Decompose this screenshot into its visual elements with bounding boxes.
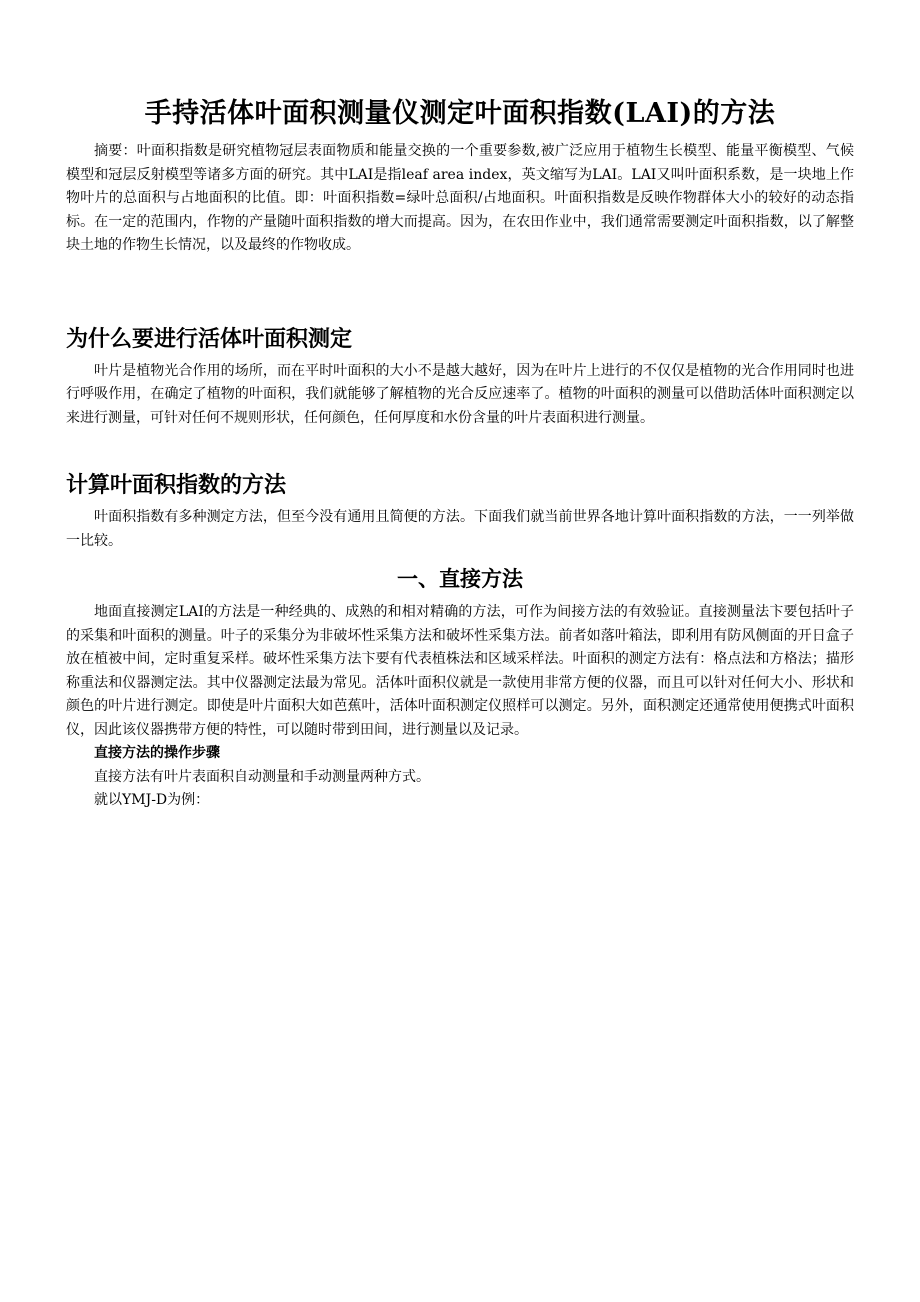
abstract-paragraph: 摘要：叶面积指数是研究植物冠层表面物质和能量交换的一个重要参数,被广泛应用于植物生长模型、能量平衡模型、气候模型和冠层反射模型等诸多方面的研究。其中LAI是指leaf area index，英文缩写为LAI。LAI又叫叶面积系数，是一块地上作物叶片的总面积与占地面积的比值。即：叶面积指数=绿叶总面积/占地面积。叶面积指数是反映作物群体大小的较好的动态指标。在一定的范围内，作物的产量随叶面积指数的增大而提高。因为，在农田作业中，我们通常需要测定叶面积指数，以了解整块土地的作物生长情况，以及最终的作物收成。 bbox=[66, 143, 854, 253]
section-heading-why-measure: 为什么要进行活体叶面积测定 bbox=[66, 326, 353, 352]
subsection-heading-direct-method: 一、直接方法 bbox=[397, 567, 523, 591]
direct-method-steps-line: 直接方法有叶片表面积自动测量和手动测量两种方式。 bbox=[94, 768, 430, 785]
section-why-measure-paragraph: 叶片是植物光合作用的场所，而在平时叶面积的大小不是越大越好，因为在叶片上进行的不仅仅是植物的光合作用同时也进行呼吸作用，在确定了植物的叶面积，我们就能够了解植物的光合反应速率了。植物的叶面积的测量可以借助活体叶面积测定以来进行测量，可针对任何不规则形状，任何颜色，任何厚度和水份含量的叶片表面积进行测量。 bbox=[66, 362, 854, 426]
direct-method-steps-heading: 直接方法的操作步骤 bbox=[94, 745, 220, 761]
section-methods-paragraph: 叶面积指数有多种测定方法，但至今没有通用且简便的方法。下面我们就当前世界各地计算叶面积指数的方法，一一列举做一比较。 bbox=[66, 509, 854, 549]
section-heading-methods: 计算叶面积指数的方法 bbox=[66, 473, 287, 498]
direct-method-example-line: 就以YMJ-D为例： bbox=[94, 792, 210, 808]
direct-method-paragraph: 地面直接测定LAI的方法是一种经典的、成熟的和相对精确的方法，可作为间接方法的有效验证。直接测量法卞要包括叶子的采集和叶面积的测量。叶子的采集分为非破坏性采集方法和破坏性采集方法。前者如落叶箱法，即利用有防风侧面的开日盒子放在植被中间，定时重复采样。破坏性采集方法卞要有代表植株法和区域采样法。叶面积的测定方法有：格点法和方格法；描形称重法和仪器测定法。其中仪器测定法最为常见。活体叶面积仪就是一款使用非常方便的仪器，而且可以针对任何大小、形状和颜色的叶片进行测定。即使是叶片面积大如芭蕉叶，活体叶面积测定仪照样可以测定。另外，面积测定还通常使用便携式叶面积仪，因此该仪器携带方便的特性，可以随时带到田间，进行测量以及记录。 bbox=[66, 604, 854, 738]
document-title: 手持活体叶面积测量仪测定叶面积指数(LAI)的方法 bbox=[144, 98, 776, 129]
